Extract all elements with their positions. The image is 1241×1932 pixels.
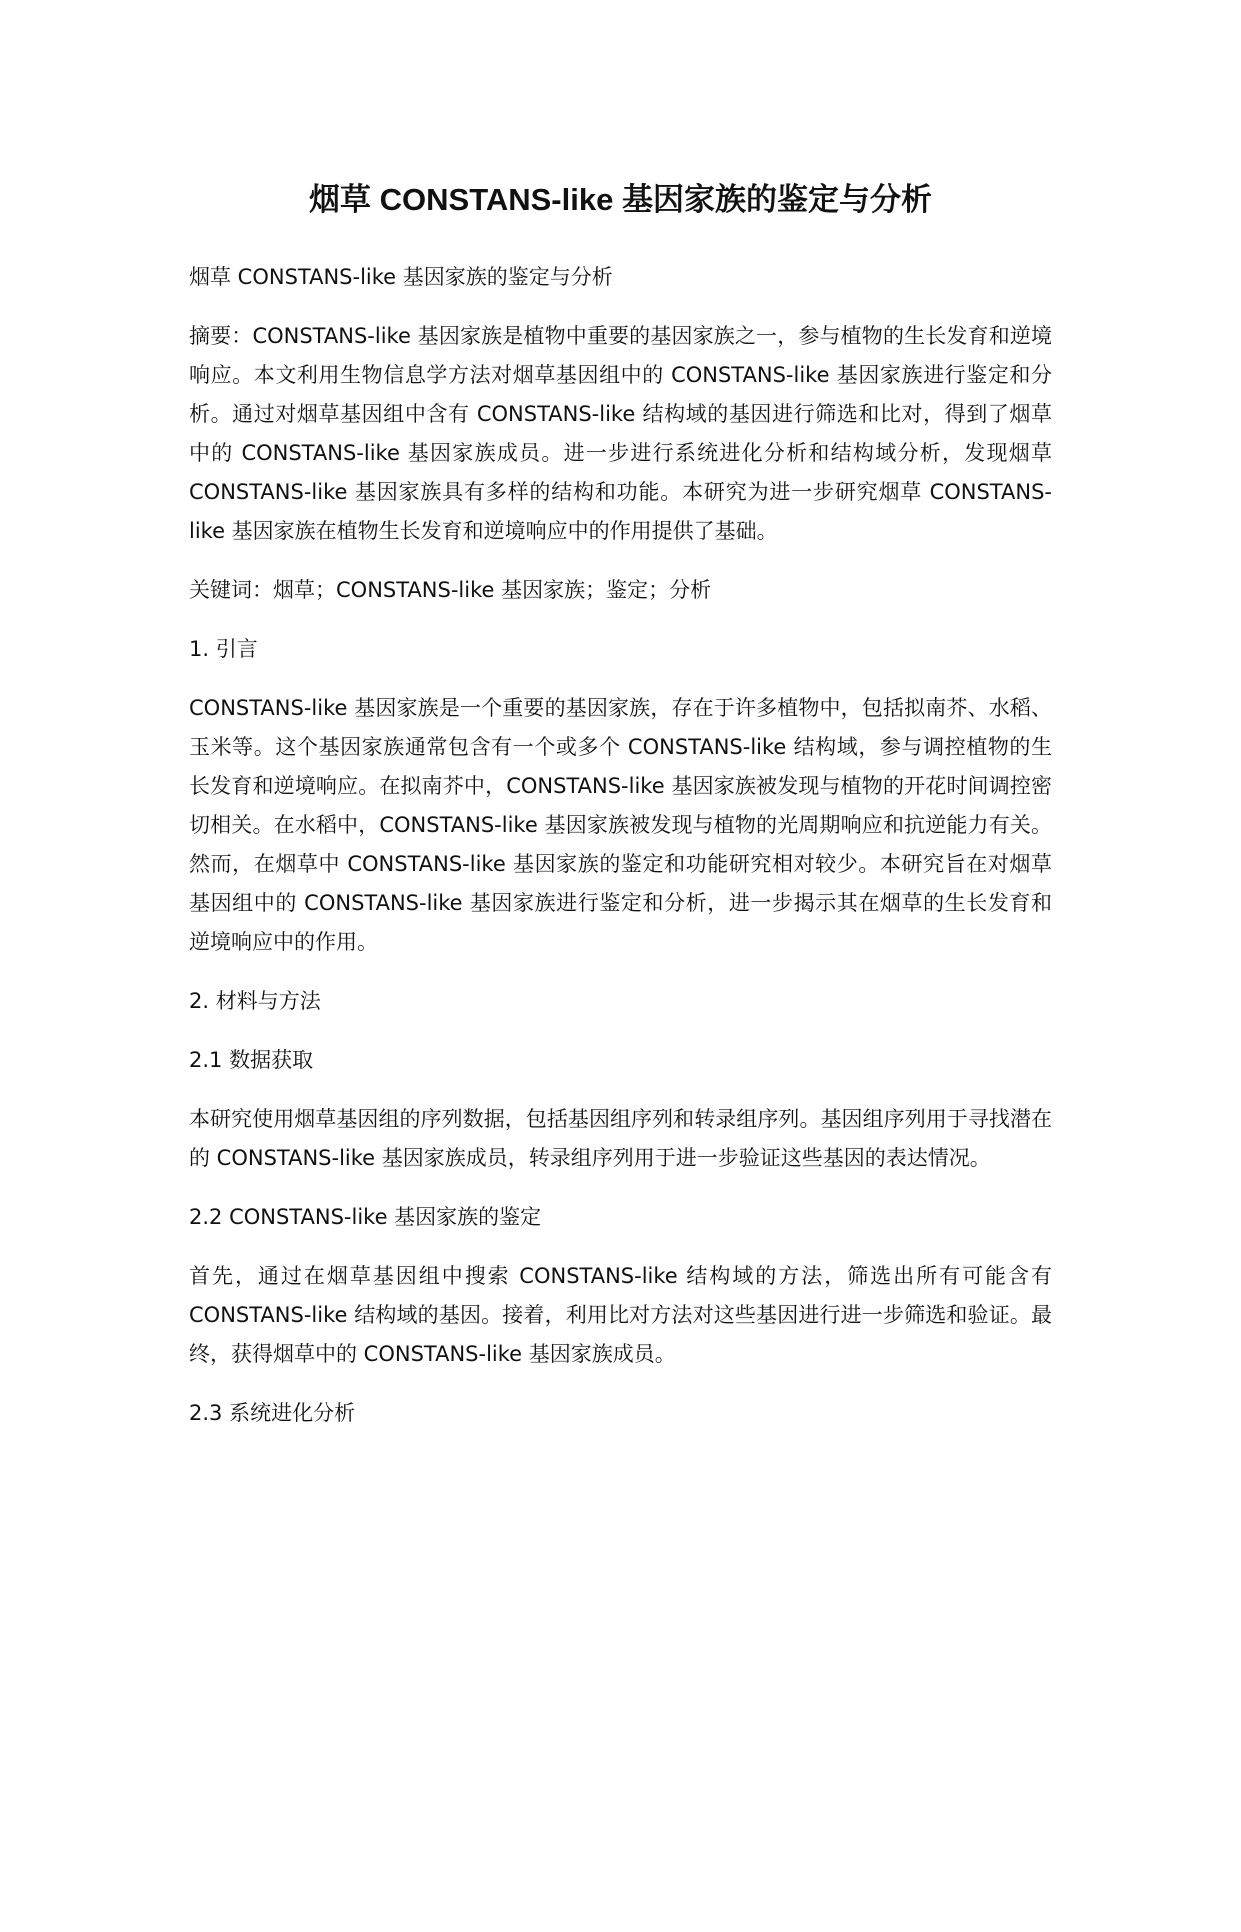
section-heading-methods: 2. 材料与方法	[189, 989, 321, 1013]
subtitle-paragraph: 烟草 CONSTANS-like 基因家族的鉴定与分析	[189, 265, 613, 289]
document-title: 烟草 CONSTANS-like 基因家族的鉴定与分析	[309, 182, 932, 217]
subsection-heading-identification: 2.2 CONSTANS-like 基因家族的鉴定	[189, 1205, 542, 1229]
subsection-heading-phylogeny: 2.3 系统进化分析	[189, 1401, 356, 1425]
data-paragraph: 本研究使用烟草基因组的序列数据，包括基因组序列和转录组序列。基因组序列用于寻找潜在的 CONSTANS-like 基因家族成员，转录组序列用于进一步验证这些基因的表达情况。	[189, 1107, 1052, 1170]
abstract-paragraph: 摘要：CONSTANS-like 基因家族是植物中重要的基因家族之一，参与植物的生长发育和逆境响应。本文利用生物信息学方法对烟草基因组中的 CONSTANS-like 基因家族进行鉴定和分析。通过对烟草基因组中含有 CONSTANS-like 结构域的基因进行筛选和比对，得到了烟草中的 CONSTANS-like 基因家族成员。进一步进行系统进化分析和结构域分析，发现烟草 CONSTANS-like 基因家族具有多样的结构和功能。本研究为进一步研究烟草 CONSTANS-like 基因家族在植物生长发育和逆境响应中的作用提供了基础。	[189, 324, 1052, 543]
document-body	[189, 258, 1052, 1433]
keywords-paragraph: 关键词：烟草；CONSTANS-like 基因家族；鉴定；分析	[189, 578, 712, 602]
introduction-paragraph: CONSTANS-like 基因家族是一个重要的基因家族，存在于许多植物中，包括拟南芥、水稻、玉米等。这个基因家族通常包含有一个或多个 CONSTANS-like 结构域，参与调控植物的生长发育和逆境响应。在拟南芥中，CONSTANS-like 基因家族被发现与植物的开花时间调控密切相关。在水稻中，CONSTANS-like 基因家族被发现与植物的光周期响应和抗逆能力有关。然而，在烟草中 CONSTANS-like 基因家族的鉴定和功能研究相对较少。本研究旨在对烟草基因组中的 CONSTANS-like 基因家族进行鉴定和分析，进一步揭示其在烟草的生长发育和逆境响应中的作用。	[189, 696, 1052, 954]
identification-paragraph: 首先，通过在烟草基因组中搜索 CONSTANS-like 结构域的方法，筛选出所有可能含有 CONSTANS-like 结构域的基因。接着，利用比对方法对这些基因进行进一步筛选和验证。最终，获得烟草中的 CONSTANS-like 基因家族成员。	[189, 1264, 1052, 1366]
subsection-heading-data: 2.1 数据获取	[189, 1048, 314, 1072]
document-page	[0, 178, 1241, 1932]
section-heading-introduction: 1. 引言	[189, 637, 258, 661]
